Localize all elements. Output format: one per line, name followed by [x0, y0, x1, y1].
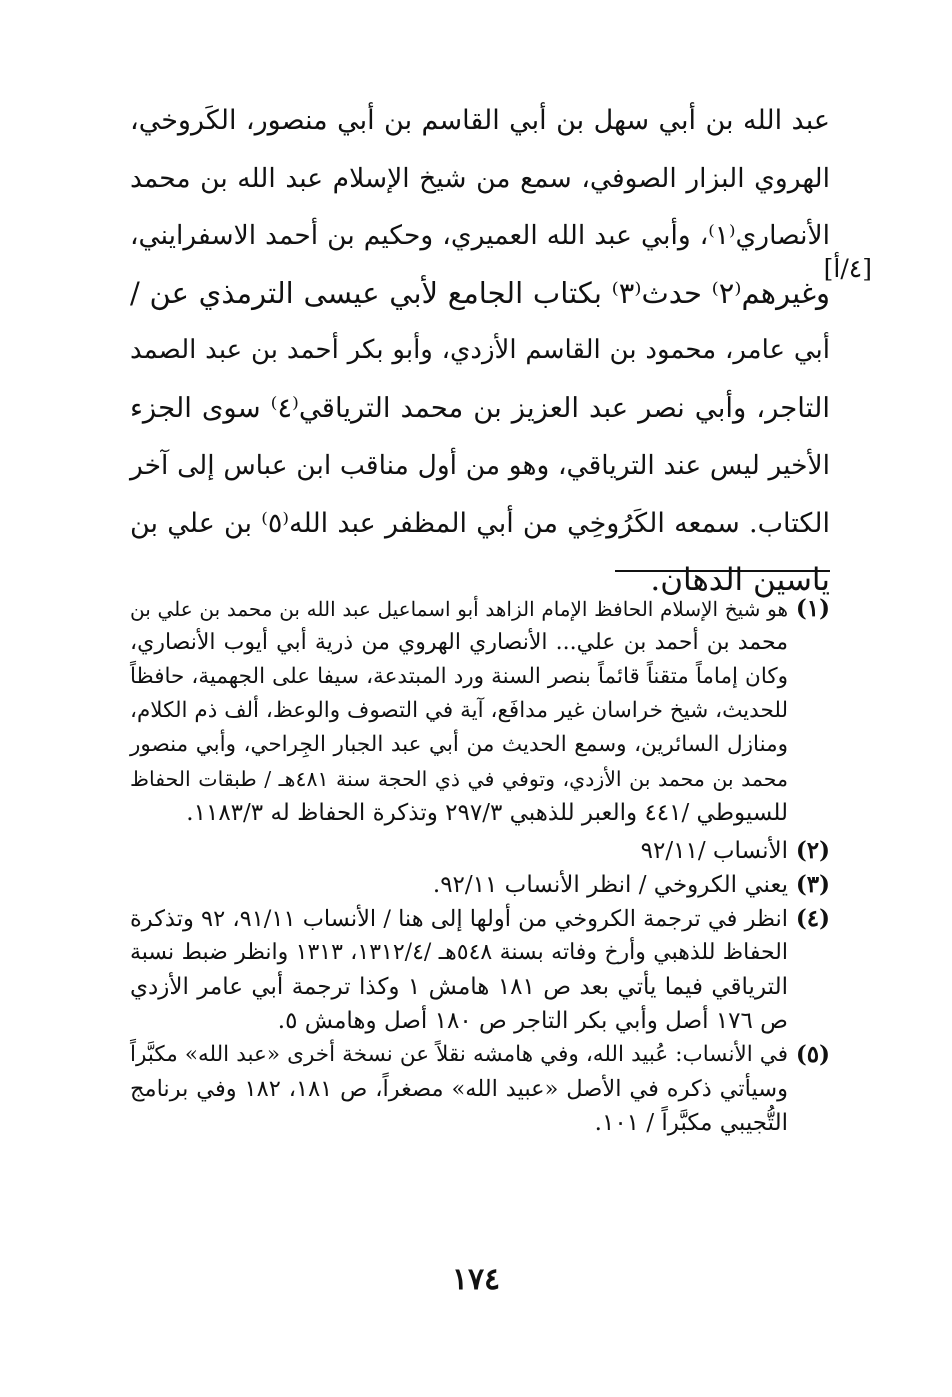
footnote-line: يعني الكروخي / انظر الأنساب ٩٢/١١. [432, 872, 788, 898]
footnotes [130, 592, 830, 1140]
footnote-text [130, 1038, 788, 1140]
main-text-line: ياسين الدهان. [650, 562, 830, 598]
footnote-text [130, 868, 788, 902]
footnote-line: وسيأتي ذكره في الأصل «عبيد الله» مصغراً، ص ١٨١، ١٨٢ وفي برنامج [130, 1076, 788, 1102]
footnote-line: ومنازل السائرين، وسمع الحديث من أبي عبد الجبار الجِراحي، وأبي منصور [130, 732, 788, 757]
main-text-line: الأخير ليس عند الترياقي، وهو من أول مناقب ابن عباس إلى آخر [130, 450, 830, 481]
footnote-line: للحديث، شيخ خراسان غير مدافَع، آية في التصوف والوعظ، ألف ذم الكلام، [130, 698, 788, 723]
footnote-number: (٣) [795, 871, 830, 898]
footnote [130, 592, 830, 830]
footnote-text [130, 902, 788, 1038]
footnote-line: للسيوطي /٤٤١ والعبر للذهبي ٢٩٧/٣ وتذكرة الحفاظ له ١١٨٣/٣. [186, 800, 788, 826]
footnote-line: الأنساب /٩٢/١١ [640, 838, 788, 864]
footnote [130, 868, 830, 902]
manuscript-folio-marker: [٤/أ] [823, 254, 872, 283]
footnote-line: هو شيخ الإسلام الحافظ الإمام الزاهد أبو اسماعيل عبد الله بن محمد بن علي بن [130, 597, 788, 621]
footnote [130, 902, 830, 1038]
footnote [130, 834, 830, 868]
footnote-line: في الأنساب: عُبيد الله، وفي هامشه نقلاً عن نسخة أخرى «عبد الله» مكبَّراً [130, 1042, 788, 1067]
main-text-block [130, 92, 830, 610]
footnote-line: الحفاظ للذهبي وأرخ وفاته بسنة ٥٤٨هـ /١٣١٢/٤، ١٣١٣ وانظر ضبط نسبة [130, 940, 788, 965]
footnote-line: الترياقي فيما يأتي بعد ص ١٨١ هامش ١ وكذا ترجمة أبي عامر الأزدي [130, 974, 788, 1000]
footnote-number: (٥) [795, 1041, 830, 1068]
footnote-number: (١) [795, 595, 830, 622]
footnote-separator [615, 570, 830, 572]
footnote-line: التُّجيبي مكبَّراً / ١٠١. [594, 1110, 788, 1136]
footnote-line: ص ١٧٦ أصل وأبي بكر التاجر ص ١٨٠ أصل وهامش ٥. [277, 1008, 788, 1034]
footnote-text [130, 834, 788, 868]
footnote-line: انظر في ترجمة الكروخي من أولها إلى هنا / الأنساب ٩١/١١، ٩٢ وتذكرة [130, 906, 788, 932]
main-text-line: أبي عامر، محمود بن القاسم الأزدي، وأبو بكر أحمد بن عبد الصمد [130, 335, 830, 365]
main-text-line: عبد الله بن أبي سهل بن أبي القاسم بن أبي منصور، الكَروخي، [130, 105, 830, 136]
footnote [130, 1038, 830, 1140]
main-text-line: وغيرهم⁽٢⁾ حدث⁽٣⁾ بكتاب الجامع لأبي عيسى الترمذي عن / [130, 275, 830, 310]
footnote-text [130, 592, 788, 830]
main-text-line: التاجر، وأبي نصر عبد العزيز بن محمد الترياقي⁽٤⁾ سوى الجزء [130, 391, 830, 424]
footnote-number: (٤) [795, 905, 830, 932]
footnote-line: محمد بن أحمد بن علي... الأنصاري الهروي من ذرية أبي أيوب الأنصاري، [130, 630, 788, 655]
main-text-line: الهروي البزار الصوفي، سمع من شيخ الإسلام عبد الله بن محمد [130, 162, 830, 194]
main-text-line: الكتاب. سمعه الكَرُوخِي من أبي المظفر عبد الله⁽٥⁾ بن علي بن [130, 507, 831, 539]
main-text-line: الأنصاري⁽١⁾، وأبي عبد الله العميري، وحكيم بن أحمد الاسفرايني، [130, 220, 830, 251]
footnote-number: (٢) [795, 837, 830, 864]
page-number: ١٧٤ [451, 1262, 501, 1297]
footnote-line: محمد بن محمد بن الأزدي، وتوفي في ذي الحجة سنة ٤٨١هـ / طبقات الحفاظ [130, 767, 788, 791]
footnote-line: وكان إماماً متقناً قائماً بنصر السنة ورد المبتدعة، سيفا على الجهمية، حافظاً [130, 664, 788, 689]
